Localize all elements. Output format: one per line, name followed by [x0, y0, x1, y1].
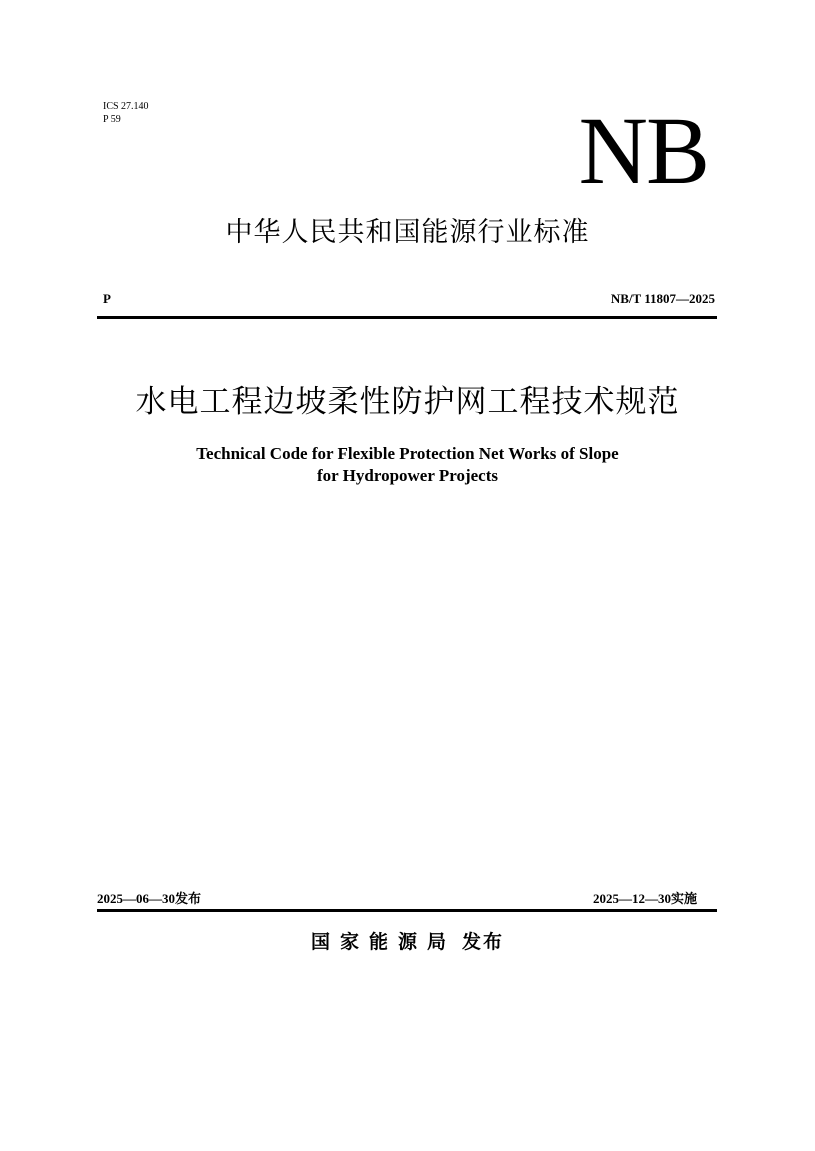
publisher: [0, 927, 815, 954]
title-chinese: 水电工程边坡柔性防护网工程技术规范: [135, 384, 680, 420]
classification-codes: [103, 100, 149, 126]
standard-number: NB/T 11807—2025: [610, 291, 715, 306]
publisher-action: 发布: [462, 931, 505, 953]
standard-category: 中华人民共和国能源行业标准: [225, 217, 590, 248]
implementation-date: 2025—12—30实施: [592, 891, 697, 906]
class-code: P: [103, 291, 111, 306]
publisher-organization: 国家能源局: [310, 931, 456, 953]
title-english-line1: Technical Code for Flexible Protection Net Works of Slope: [196, 444, 619, 463]
title-english: [0, 443, 815, 487]
bottom-divider: [97, 909, 717, 912]
nb-logo: NB: [578, 97, 708, 204]
ics-code: ICS 27.140: [103, 101, 149, 112]
title-english-line2: for Hydropower Projects: [317, 466, 498, 485]
issue-date: 2025—06—30发布: [97, 891, 202, 906]
ccs-code: P 59: [103, 114, 121, 125]
top-divider: [97, 316, 717, 319]
